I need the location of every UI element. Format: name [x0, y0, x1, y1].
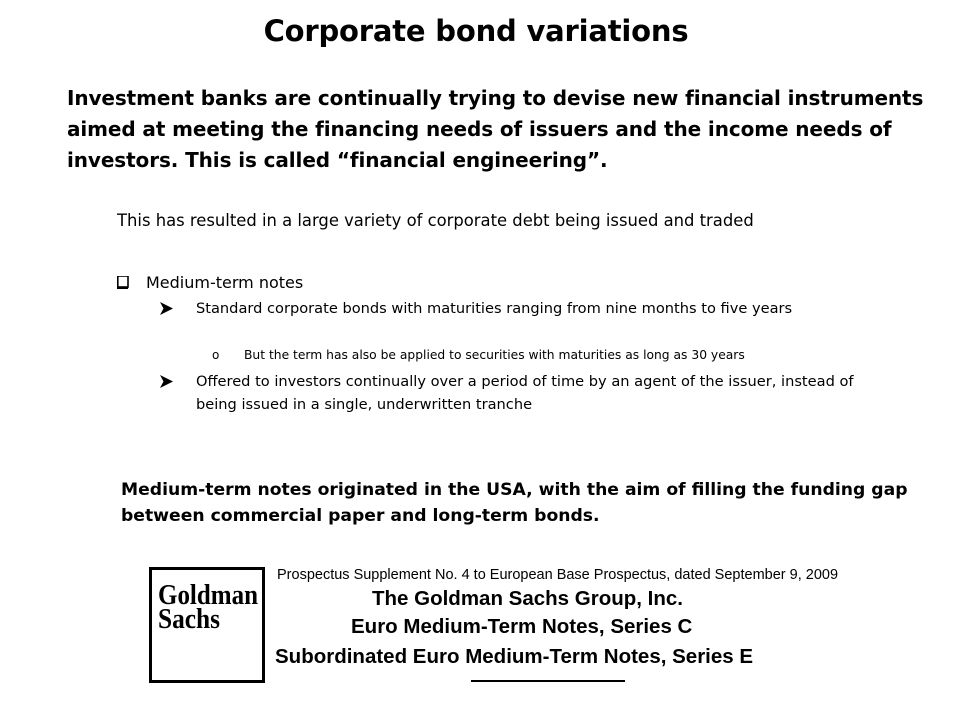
svg-text:Goldman: Goldman	[158, 580, 259, 611]
checkbox-square-icon	[117, 276, 130, 289]
series-c-line: Euro Medium-Term Notes, Series C	[351, 615, 693, 638]
goldman-sachs-logo	[149, 567, 265, 683]
bullet-level2-b-text: Offered to investors continually over a period of time by an agent of the issuer, instead of being issued in a single, underwritten tranche	[196, 373, 854, 413]
bullet-level1-text: Medium-term notes	[146, 273, 304, 292]
issuer-name: The Goldman Sachs Group, Inc.	[372, 587, 683, 610]
closing-paragraph: Medium-term notes originated in the USA, with the aim of filling the funding gap between commercial paper and long-term bonds.	[121, 480, 908, 526]
intro-paragraph: Investment banks are continually trying to devise new financial instruments aimed at meeting the financing needs of issuers and the income needs of investors. This is called “financial engineering”.	[67, 86, 924, 172]
slide-title: Corporate bond variations	[263, 14, 689, 48]
prospectus-supplement-line: Prospectus Supplement No. 4 to European Base Prospectus, dated September 9, 2009	[277, 567, 839, 583]
arrowhead-icon	[160, 302, 173, 315]
arrowhead-icon	[160, 375, 173, 388]
result-line: This has resulted in a large variety of corporate debt being issued and traded	[117, 211, 754, 230]
series-e-line: Subordinated Euro Medium-Term Notes, Series E	[275, 645, 754, 668]
circle-o-icon: o	[212, 348, 220, 362]
divider-rule	[471, 680, 625, 682]
bullet-level2-a-text: Standard corporate bonds with maturities ranging from nine months to five years	[196, 300, 793, 317]
prospectus-image	[145, 565, 845, 685]
bullet-level3-a-text: But the term has also be applied to securities with maturities as long as 30 years	[244, 348, 745, 362]
svg-text:Sachs: Sachs	[158, 604, 221, 635]
